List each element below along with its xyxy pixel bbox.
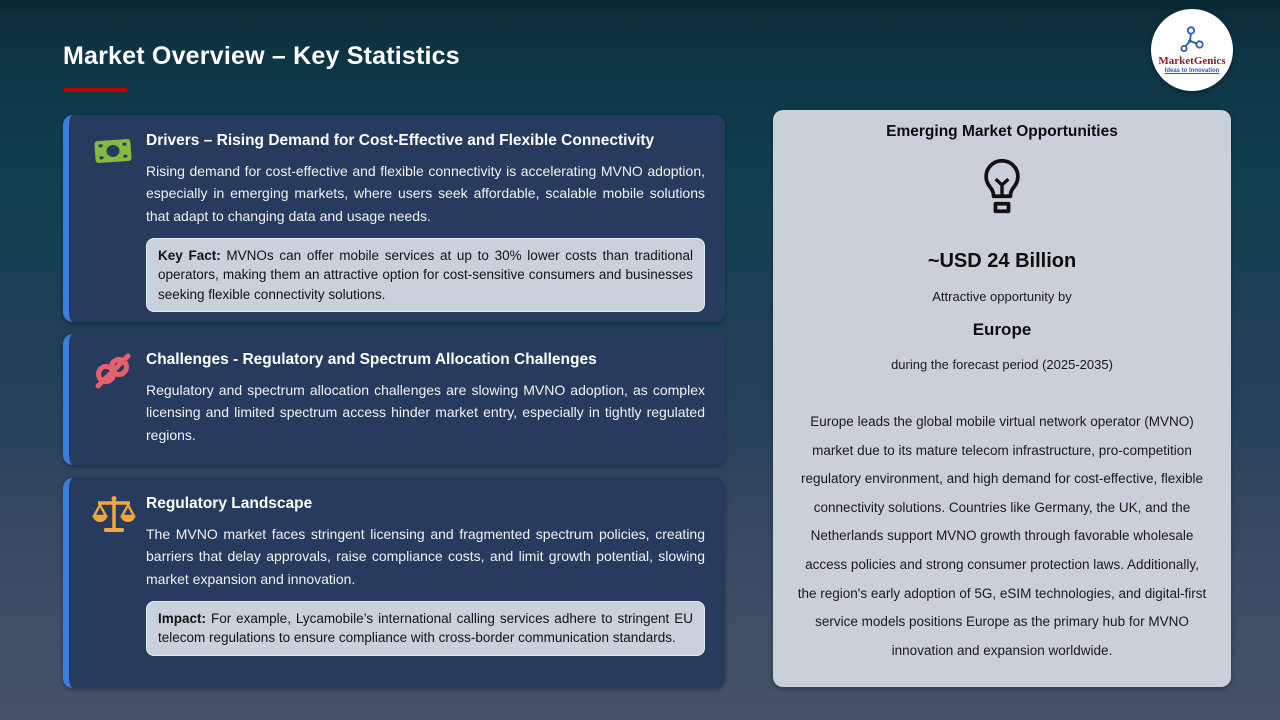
scales-icon xyxy=(91,494,135,534)
card-regulatory xyxy=(63,478,725,688)
top-accent-bar xyxy=(0,0,1280,10)
key-fact-text: MVNOs can offer mobile services at up to 30% lower costs than traditional operators, making them an attractive option for cost-sensitive consumers and businesses seeking flexible connectivity solutions. xyxy=(158,248,693,302)
impact-label: Impact: xyxy=(158,611,207,627)
logo xyxy=(1151,9,1233,91)
opportunity-period: during the forecast period (2025-2035) xyxy=(891,357,1113,372)
card-heading: Challenges - Regulatory and Spectrum Allocation Challenges xyxy=(146,351,597,368)
impact-text: For example, Lycamobile’s international calling services adhere to stringent EU telecom regulations to ensure compliance with cross-border communication standards. xyxy=(158,611,693,646)
panel-title: Emerging Market Opportunities xyxy=(886,123,1118,140)
opportunity-region: Europe xyxy=(972,320,1032,339)
money-icon xyxy=(91,131,135,171)
opportunity-value: ~USD 24 Billion xyxy=(927,250,1077,272)
logo-tagline: Ideas to Innovation xyxy=(1164,68,1220,74)
card-drivers xyxy=(63,115,725,322)
opportunity-subtitle: Attractive opportunity by xyxy=(932,289,1072,304)
broken-link-icon xyxy=(91,350,135,390)
impact-box xyxy=(146,601,705,656)
opportunity-panel xyxy=(773,110,1231,687)
card-body: Rising demand for cost-effective and flexible connectivity is accelerating MVNO adoption, especially in emerging markets, where users seek affordable, scalable mobile solutions that adapt to changing data and usage needs. xyxy=(146,163,705,224)
card-heading: Drivers – Rising Demand for Cost-Effective and Flexible Connectivity xyxy=(146,132,655,149)
lightbulb-icon xyxy=(979,157,1025,220)
key-fact-box xyxy=(146,238,705,312)
card-heading: Regulatory Landscape xyxy=(146,495,313,512)
card-body: Regulatory and spectrum allocation challenges are slowing MVNO adoption, as complex licensing and limited spectrum access hinder market entry, especially in tightly regulated regions. xyxy=(146,382,705,443)
logo-brand: MarketGenics xyxy=(1158,55,1226,67)
page-title: Market Overview – Key Statistics xyxy=(63,42,460,70)
key-fact-label: Key Fact: xyxy=(158,248,221,264)
title-underline xyxy=(64,88,127,92)
opportunity-description: Europe leads the global mobile virtual network operator (MVNO) market due to its mature telecom infrastructure, pro-competition regulatory environment, and high demand for cost-effective, flexible connectivity solutions. Countries like Germany, the UK, and the Netherlands support MVNO growth through favorable wholesale access policies and strong consumer protection laws. Additionally, the region's early adoption of 5G, eSIM technologies, and digital-first service models positions Europe as the primary hub for MVNO innovation and expansion worldwide. xyxy=(797,414,1207,658)
card-body: The MVNO market faces stringent licensing and fragmented spectrum policies, creating barriers that delay approvals, raise compliance costs, and limit growth potential, slowing market expansion and innovation. xyxy=(146,526,705,587)
card-challenges xyxy=(63,334,725,465)
molecule-icon xyxy=(1177,26,1207,54)
